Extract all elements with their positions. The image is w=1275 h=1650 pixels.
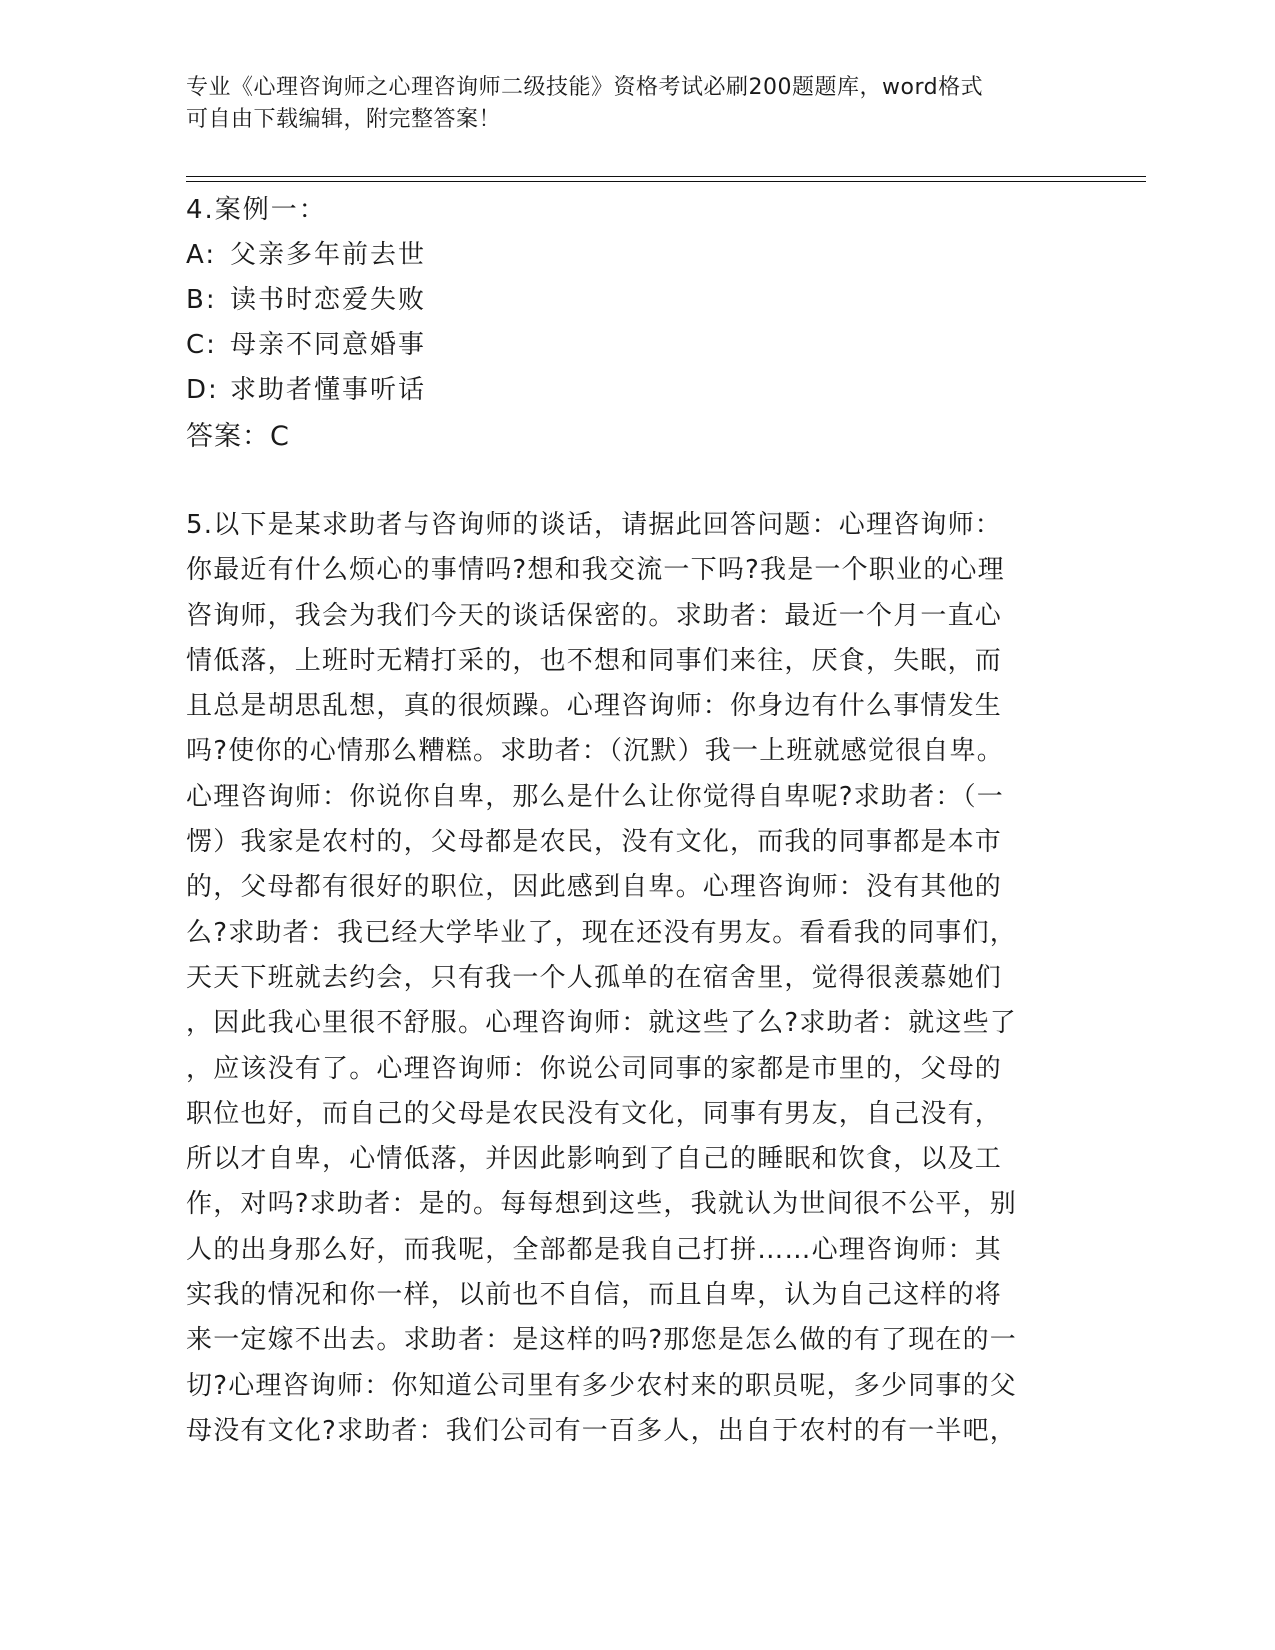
question-5-line: 母没有文化?求助者：我们公司有一百多人，出自于农村的有一半吧，: [186, 1415, 1018, 1446]
question-5-line: 情低落，上班时无精打采的，也不想和同事们来往，厌食，失眠，而: [186, 645, 1003, 676]
question-4-answer: 答案：C: [186, 421, 290, 452]
header-divider-bottom: [186, 181, 1146, 182]
question-5-line: 咨询师，我会为我们今天的谈话保密的。求助者：最近一个月一直心: [186, 600, 1003, 631]
option-c-key: C:: [186, 330, 217, 360]
option-a-text: 父亲多年前去世: [230, 240, 427, 270]
question-5-line: 切?心理咨询师：你知道公司里有多少农村来的职员呢，多少同事的父: [186, 1370, 1018, 1401]
question-5-line: ，因此我心里很不舒服。心理咨询师：就这些了么?求助者：就这些了: [186, 1008, 1018, 1039]
header-divider-top: [186, 176, 1146, 177]
question-5-line: 作，对吗?求助者：是的。每每想到这些，我就认为世间很不公平，别: [186, 1189, 1018, 1220]
option-a: [186, 233, 1086, 278]
question-5-line: 职位也好，而自己的父母是农民没有文化，同事有男友，自己没有，: [186, 1098, 1003, 1129]
question-5-line: 么?求助者：我已经大学毕业了，现在还没有男友。看看我的同事们，: [186, 917, 1018, 948]
question-5-line: 的，父母都有很好的职位，因此感到自卑。心理咨询师：没有其他的: [186, 872, 1003, 903]
question-5-line: 人的出身那么好，而我呢，全部都是我自己打拼……心理咨询师：其: [186, 1234, 1003, 1265]
question-5-line: 吗?使你的心情那么糟糕。求助者：（沉默）我一上班就感觉很自卑。: [186, 736, 1005, 767]
option-d-key: D:: [186, 375, 219, 405]
option-d-text: 求助者懂事听话: [230, 375, 427, 405]
question-4: [186, 188, 1086, 459]
question-5-line: 所以才自卑，心情低落，并因此影响到了自己的睡眠和饮食，以及工: [186, 1144, 1003, 1175]
option-c: [186, 323, 1086, 368]
header-line-2: 可自由下载编辑，附完整答案！: [186, 107, 502, 132]
option-c-text: 母亲不同意婚事: [230, 330, 427, 360]
document-header: [186, 72, 1066, 136]
question-5-line: 心理咨询师：你说你自卑，那么是什么让你觉得自卑呢?求助者：（一: [186, 781, 1005, 812]
question-5: [186, 503, 1086, 1454]
question-5-line: 你最近有什么烦心的事情吗?想和我交流一下吗?我是一个职业的心理: [186, 555, 1005, 586]
question-5-line: 来一定嫁不出去。求助者：是这样的吗?那您是怎么做的有了现在的一: [186, 1325, 1018, 1356]
option-b: [186, 278, 1086, 323]
option-b-text: 读书时恋爱失败: [230, 285, 427, 315]
question-5-line: 天天下班就去约会，只有我一个人孤单的在宿舍里，觉得很羡慕她们: [186, 962, 1003, 993]
question-5-line: 且总是胡思乱想，真的很烦躁。心理咨询师：你身边有什么事情发生: [186, 691, 1003, 722]
header-line-1: 专业《心理咨询师之心理咨询师二级技能》资格考试必刷200题题库，word格式: [186, 75, 984, 100]
question-5-line: 5.以下是某求助者与咨询师的谈话，请据此回答问题：心理咨询师：: [186, 510, 1003, 540]
option-b-key: B:: [186, 285, 217, 315]
option-d: [186, 368, 1086, 413]
question-5-line: ，应该没有了。心理咨询师：你说公司同事的家都是市里的，父母的: [186, 1053, 1003, 1084]
question-4-title: 4.案例一：: [186, 195, 327, 225]
option-a-key: A:: [186, 240, 217, 270]
question-5-line: 实我的情况和你一样，以前也不自信，而且自卑，认为自己这样的将: [186, 1280, 1003, 1311]
question-5-line: 愣）我家是农村的，父母都是农民，没有文化，而我的同事都是本市: [186, 827, 1003, 858]
